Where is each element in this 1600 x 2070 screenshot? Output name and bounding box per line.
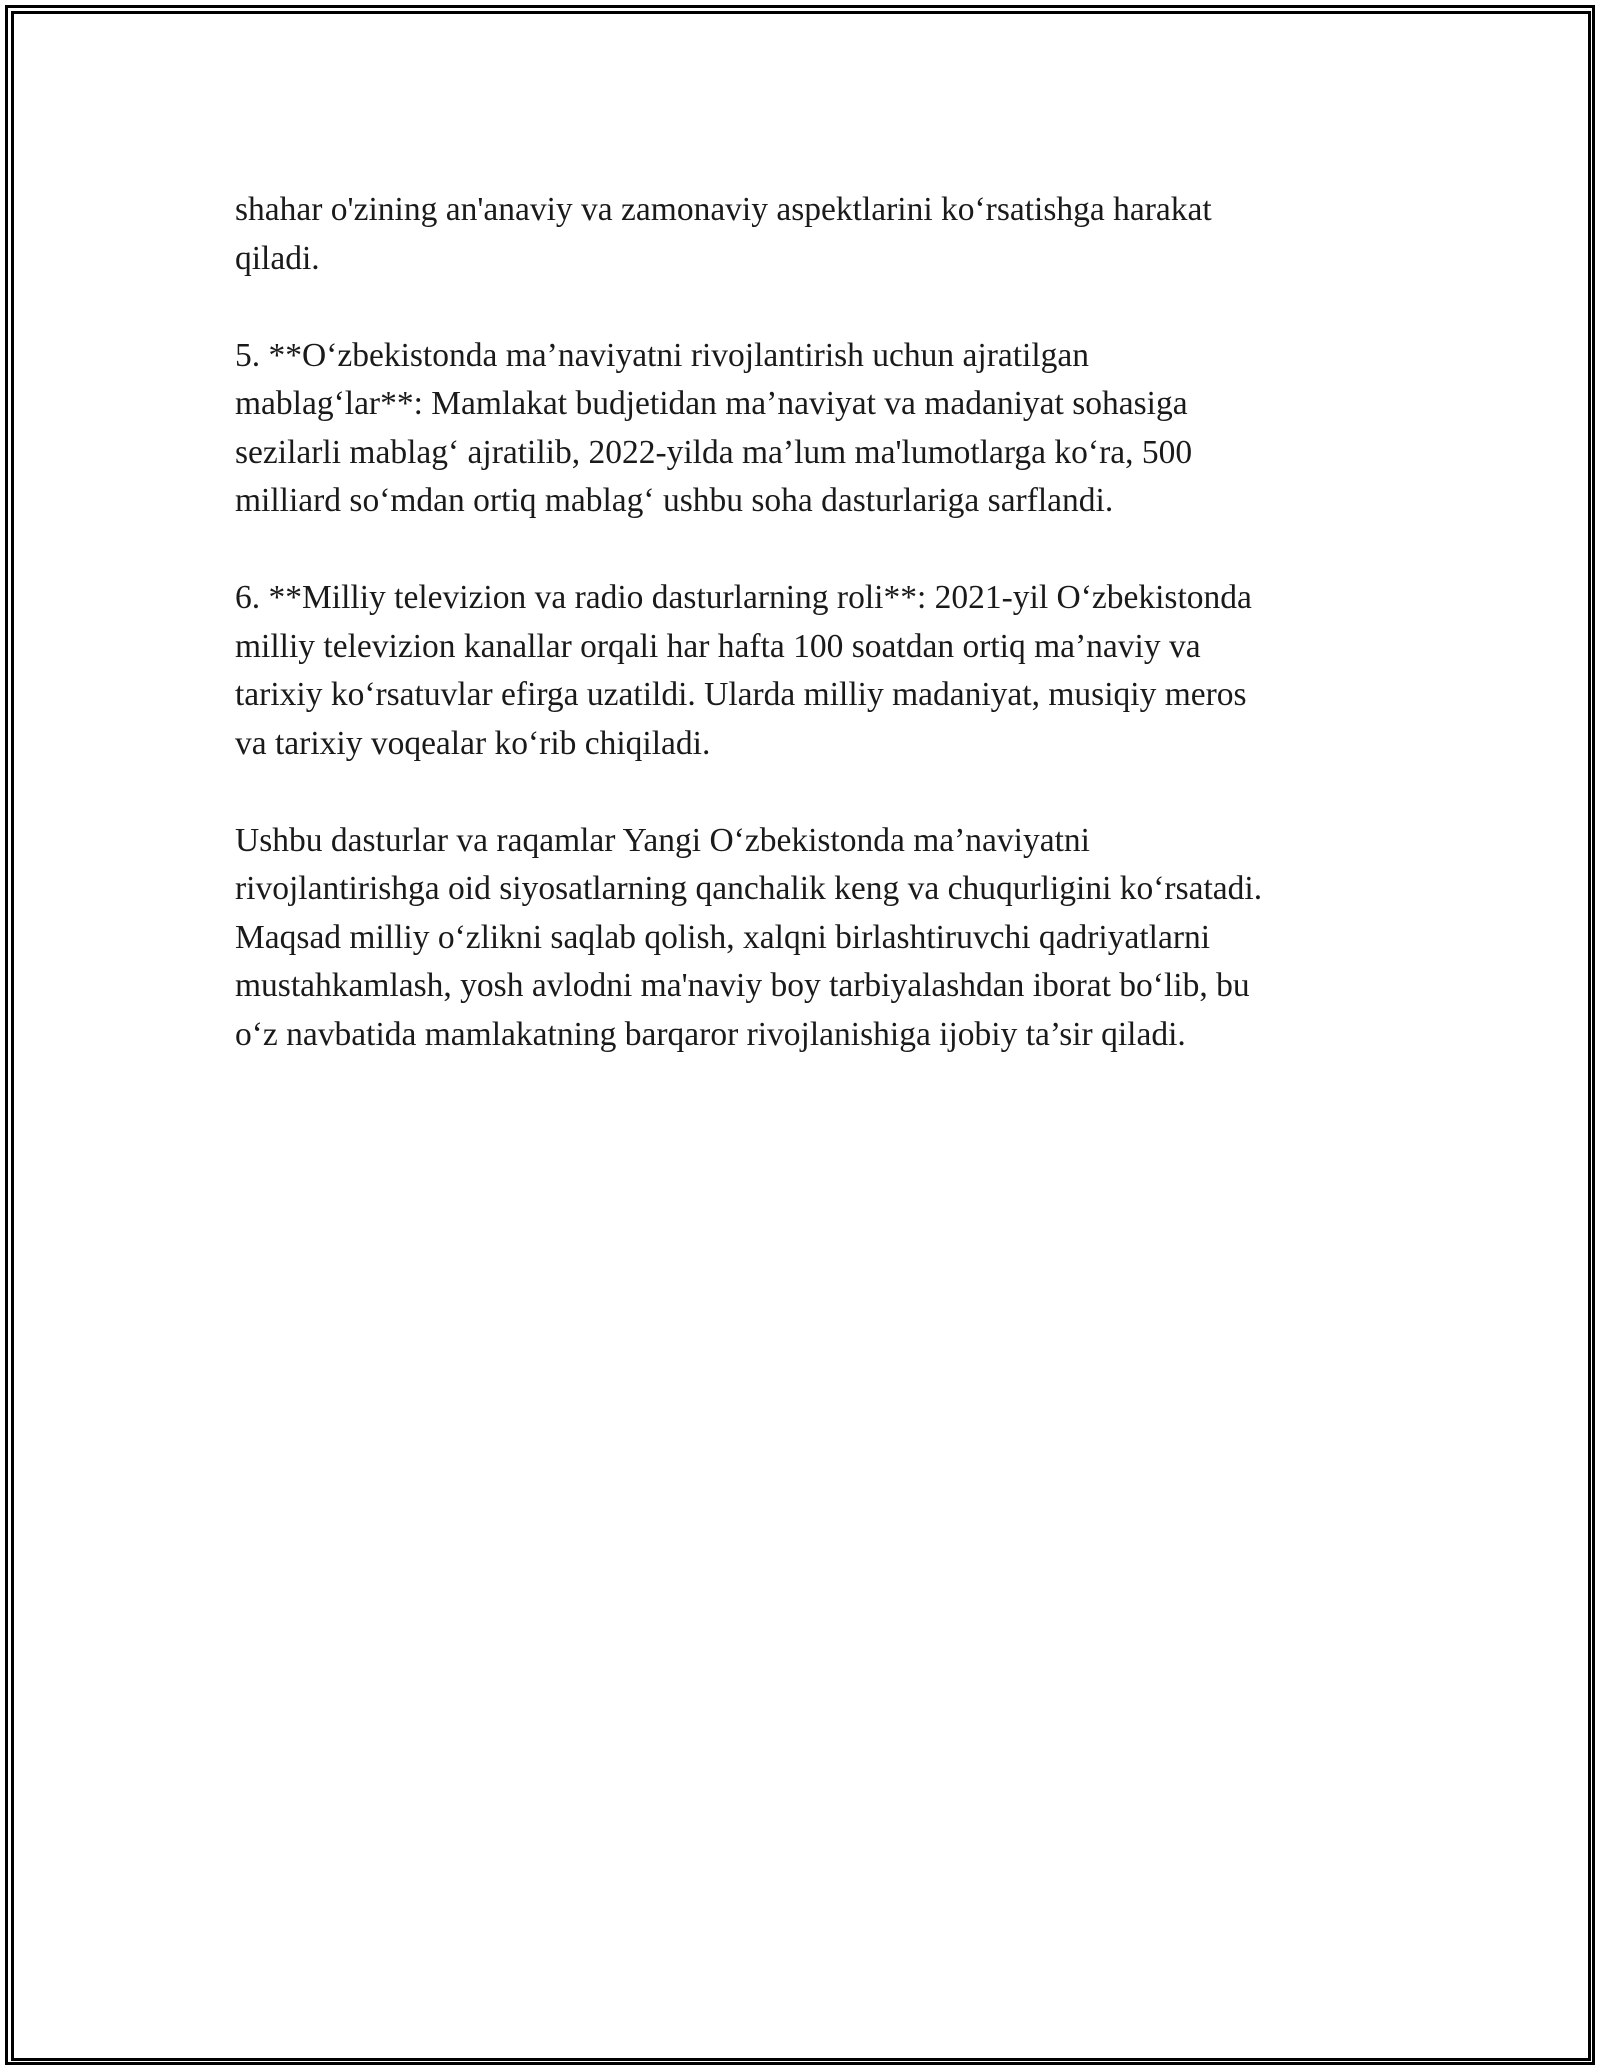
document-body	[235, 186, 1365, 1108]
paragraph-item-5	[235, 332, 1365, 526]
text-line: 6. **Milliy televizion va radio dasturlarning roli**: 2021-yil O‘zbekistonda	[235, 579, 1252, 616]
paragraph-conclusion	[235, 817, 1365, 1060]
paragraph-continuation	[235, 186, 1365, 283]
text-line: 5. **O‘zbekistonda ma’naviyatni rivojlantirish uchun ajratilgan	[235, 336, 1090, 374]
text-line: o‘z navbatida mamlakatning barqaror rivojlanishiga ijobiy ta’sir qiladi.	[235, 1015, 1186, 1053]
text-line: mablag‘lar**: Mamlakat budjetidan ma’naviyat va madaniyat sohasiga	[235, 385, 1188, 422]
text-line: Maqsad milliy o‘zlikni saqlab qolish, xalqni birlashtiruvchi qadriyatlarni	[235, 918, 1211, 956]
text-line: qiladi.	[235, 239, 320, 277]
text-line: mustahkamlash, yosh avlodni ma'naviy boy tarbiyalashdan iborat bo‘lib, bu	[235, 967, 1250, 1004]
text-line: va tarixiy voqealar ko‘rib chiqiladi.	[235, 724, 711, 762]
text-line: shahar o'zining an'anaviy va zamonaviy aspektlarini ko‘rsatishga harakat	[235, 191, 1212, 228]
text-line: tarixiy ko‘rsatuvlar efirga uzatildi. Ularda milliy madaniyat, musiqiy meros	[235, 676, 1247, 713]
text-line: milliy televizion kanallar orqali har hafta 100 soatdan ortiq ma’naviy va	[235, 627, 1201, 665]
text-line: milliard so‘mdan ortiq mablag‘ ushbu soha dasturlariga sarflandi.	[235, 482, 1114, 519]
text-line: rivojlantirishga oid siyosatlarning qanchalik keng va chuqurligini ko‘rsatadi.	[235, 870, 1263, 907]
text-line: Ushbu dasturlar va raqamlar Yangi O‘zbekistonda ma’naviyatni	[235, 821, 1090, 859]
paragraph-item-6	[235, 574, 1365, 768]
text-line: sezilarli mablag‘ ajratilib, 2022-yilda ma’lum ma'lumotlarga ko‘ra, 500	[235, 433, 1193, 471]
